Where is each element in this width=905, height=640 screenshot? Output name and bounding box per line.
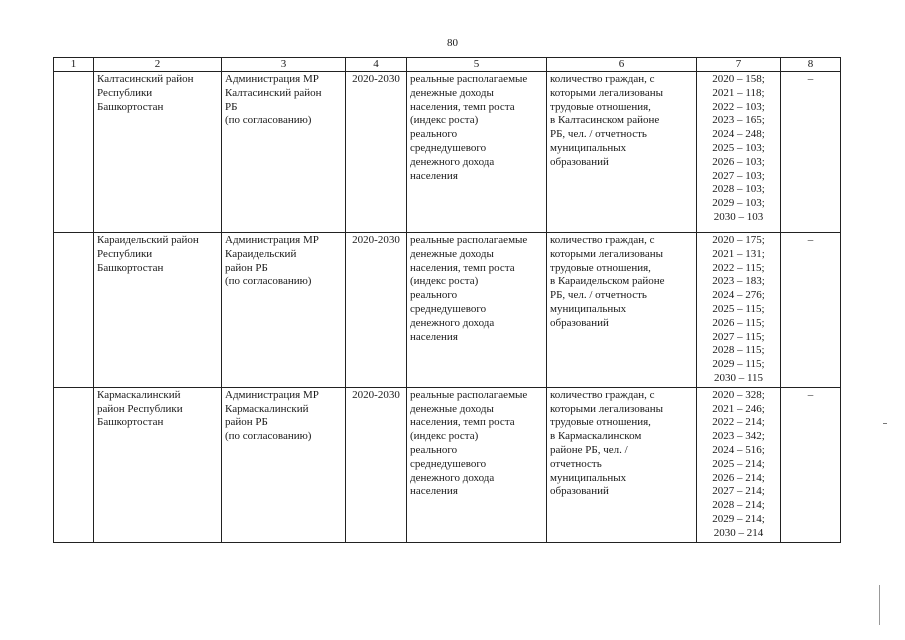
header-row <box>54 58 841 72</box>
header-col-2: 2 <box>94 58 222 72</box>
scan-artifact-mark <box>883 423 887 424</box>
year-value: 2021 – 118; <box>712 86 765 99</box>
note-cell: – <box>781 233 841 388</box>
yearly-values-cell <box>697 72 781 233</box>
scan-artifact-mark <box>879 585 880 625</box>
header-col-1: 1 <box>54 58 94 72</box>
year-value: 2028 – 103; <box>712 183 765 196</box>
measure-cell: количество граждан, с которыми легализованы трудовые отношения, в Караидельском районе РБ, чел. / отчетность муниципальных образований <box>547 233 697 388</box>
year-value: 2025 – 103; <box>712 141 765 154</box>
year-value: 2029 – 103; <box>712 197 765 210</box>
year-value: 2024 – 276; <box>712 289 765 302</box>
year-value: 2028 – 115; <box>712 344 765 357</box>
header-col-3: 3 <box>222 58 346 72</box>
year-value: 2027 – 214; <box>712 485 765 498</box>
year-value: 2029 – 214; <box>712 512 765 525</box>
year-value: 2026 – 103; <box>712 155 765 168</box>
year-value: 2024 – 516; <box>712 443 765 456</box>
indicator-cell: реальные располагаемые денежные доходы населения, темп роста (индекс роста) реального среднедушевого денежного дохода населения <box>407 233 547 388</box>
yearly-values-cell <box>697 233 781 388</box>
executor-cell: Администрация МР Калтасинский район РБ (по согласованию) <box>222 72 346 233</box>
table-row <box>54 387 841 542</box>
year-value: 2027 – 115; <box>712 330 765 343</box>
year-value: 2027 – 103; <box>712 169 765 182</box>
year-value: 2023 – 183; <box>712 275 765 288</box>
yearly-values-cell <box>697 387 781 542</box>
header-col-5: 5 <box>407 58 547 72</box>
period-cell: 2020-2030 <box>346 387 407 542</box>
year-value: 2020 – 158; <box>712 73 765 85</box>
year-value: 2022 – 103; <box>712 100 765 113</box>
year-value: 2023 – 342; <box>712 430 765 443</box>
year-value: 2026 – 214; <box>712 471 765 484</box>
measure-cell: количество граждан, с которыми легализованы трудовые отношения, в Калтасинском районе РБ, чел. / отчетность муниципальных образований <box>547 72 697 233</box>
executor-cell: Администрация МР Караидельский район РБ (по согласованию) <box>222 233 346 388</box>
year-value: 2021 – 131; <box>712 247 765 260</box>
period-cell: 2020-2030 <box>346 233 407 388</box>
year-value: 2025 – 214; <box>712 457 765 470</box>
executor-cell: Администрация МР Кармаскалинский район РБ (по согласованию) <box>222 387 346 542</box>
year-value: 2023 – 165; <box>712 114 765 127</box>
year-value: 2022 – 214; <box>712 416 765 429</box>
row-number-cell <box>54 72 94 233</box>
indicator-cell: реальные располагаемые денежные доходы населения, темп роста (индекс роста) реального среднедушевого денежного дохода населения <box>407 72 547 233</box>
header-col-8: 8 <box>781 58 841 72</box>
header-col-4: 4 <box>346 58 407 72</box>
note-cell: – <box>781 387 841 542</box>
year-value: 2025 – 115; <box>712 302 765 315</box>
program-table <box>53 57 841 543</box>
table-row <box>54 72 841 233</box>
row-number-cell <box>54 233 94 388</box>
year-value: 2030 – 103 <box>713 210 764 223</box>
district-cell: Караидельский район Республики Башкортостан <box>94 233 222 388</box>
indicator-cell: реальные располагаемые денежные доходы населения, темп роста (индекс роста) реального среднедушевого денежного дохода населения <box>407 387 547 542</box>
year-value: 2020 – 175; <box>712 234 765 246</box>
header-col-7: 7 <box>697 58 781 72</box>
row-number-cell <box>54 387 94 542</box>
year-value: 2024 – 248; <box>712 128 765 141</box>
year-value: 2030 – 115 <box>713 371 764 384</box>
note-cell: – <box>781 72 841 233</box>
year-value: 2029 – 115; <box>712 358 765 371</box>
measure-cell: количество граждан, с которыми легализованы трудовые отношения, в Кармаскалинском районе РБ, чел. / отчетность муниципальных образований <box>547 387 697 542</box>
year-value: 2030 – 214 <box>713 526 764 539</box>
year-value: 2020 – 328; <box>712 388 765 401</box>
district-cell: Кармаскалинский район Республики Башкортостан <box>94 387 222 542</box>
year-value: 2022 – 115; <box>712 261 765 274</box>
header-col-6: 6 <box>547 58 697 72</box>
year-value: 2028 – 214; <box>712 499 765 512</box>
page-number: 80 <box>447 37 458 49</box>
year-value: 2021 – 246; <box>712 402 765 415</box>
table-row <box>54 233 841 388</box>
district-cell: Калтасинский район Республики Башкортостан <box>94 72 222 233</box>
period-cell: 2020-2030 <box>346 72 407 233</box>
year-value: 2026 – 115; <box>712 316 765 329</box>
